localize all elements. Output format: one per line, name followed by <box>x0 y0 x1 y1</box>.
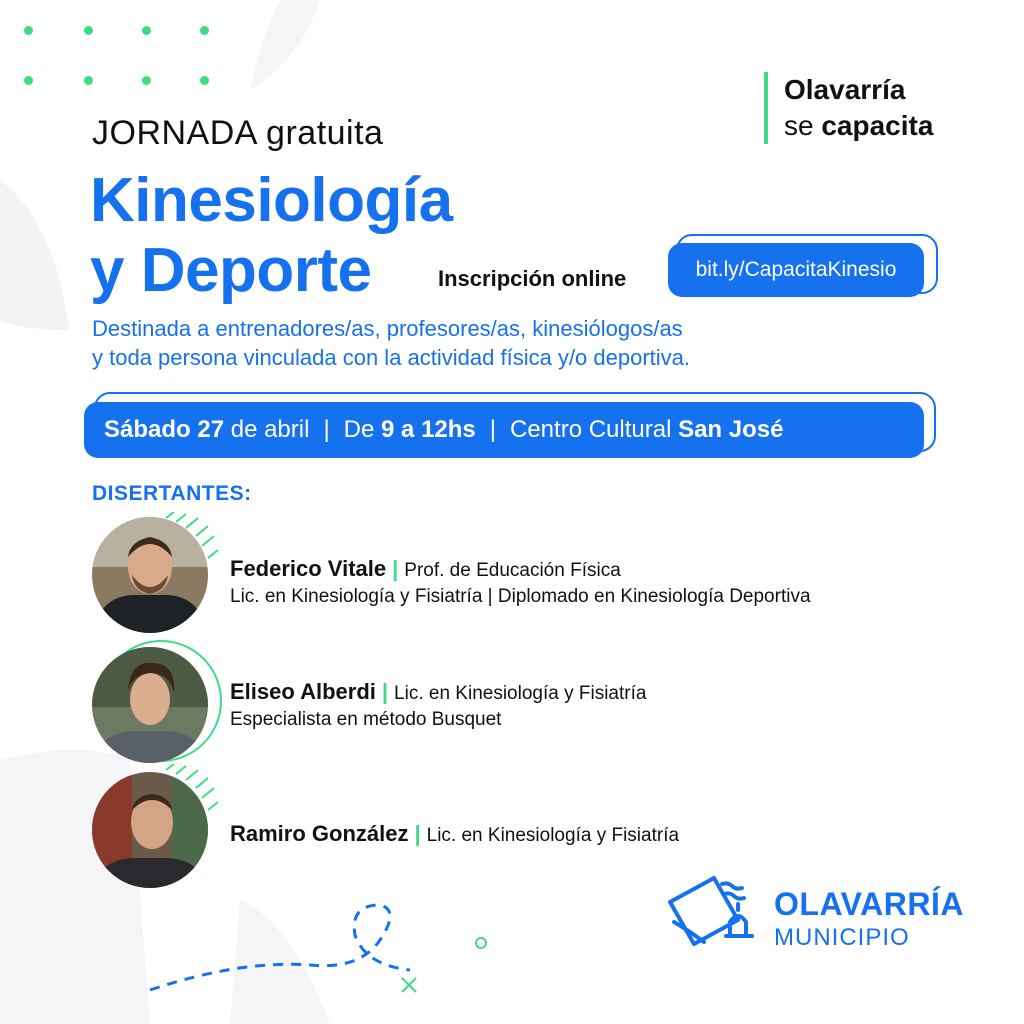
description-line1: Destinada a entrenadores/as, profesores/as, kinesiólogos/as <box>92 316 683 341</box>
event-venue: San José <box>678 416 784 443</box>
speakers-heading: DISERTANTES: <box>92 482 252 505</box>
divider-bar: | <box>414 821 421 846</box>
event-info-banner <box>84 402 924 458</box>
event-time-prefix: De <box>343 416 375 443</box>
speaker-name: Federico Vitale <box>230 556 387 581</box>
speaker-name: Eliseo Alberdi <box>230 679 376 704</box>
event-day: Sábado 27 <box>104 416 225 443</box>
jornada-heading <box>92 114 383 153</box>
title-line1: Kinesiología <box>90 166 453 235</box>
speaker-role: Lic. en Kinesiología y Fisiatría <box>394 683 647 704</box>
logo-title: OLAVARRÍA <box>774 886 964 922</box>
jornada-word: JORNADA <box>92 114 257 152</box>
event-time: 9 a 12hs <box>381 416 476 443</box>
separator: | <box>489 416 496 443</box>
description-line2: y toda persona vinculada con la actividad física y/o deportiva. <box>92 345 691 370</box>
olavarria-municipio-logo-icon <box>664 872 764 956</box>
decorative-dots <box>24 26 224 96</box>
page-title <box>90 166 453 306</box>
avatar-eliseo-alberdi <box>92 647 208 763</box>
speaker-role: Lic. en Kinesiología y Fisiatría <box>426 825 680 846</box>
logo-subtitle: MUNICIPIO <box>774 924 910 951</box>
separator: | <box>323 416 330 443</box>
tagline-capacita: capacita <box>821 110 934 141</box>
speaker-3-title-line <box>230 821 679 847</box>
avatar-ramiro-gonzalez <box>92 772 208 888</box>
speaker-name: Ramiro González <box>230 821 409 846</box>
speaker-role: Prof. de Educación Física <box>404 560 621 581</box>
tagline-line1: Olavarría <box>784 74 906 105</box>
speaker-2-subtitle: Especialista en método Busquet <box>230 709 502 730</box>
tagline <box>764 72 933 144</box>
gratuita-word: gratuita <box>266 114 384 152</box>
divider-bar: | <box>392 556 399 581</box>
tagline-line2 <box>784 108 933 144</box>
speaker-1-subtitle: Lic. en Kinesiología y Fisiatría | Diplomado en Kinesiología Deportiva <box>230 586 811 607</box>
divider-bar: | <box>381 679 389 704</box>
tagline-se: se <box>784 110 814 141</box>
description <box>92 314 690 372</box>
speaker-1-title-line <box>230 556 621 582</box>
registration-link[interactable]: bit.ly/CapacitaKinesio <box>668 243 924 297</box>
event-venue-prefix: Centro Cultural <box>510 416 672 443</box>
speaker-2-title-line <box>230 679 646 705</box>
avatar-federico-vitale <box>92 517 208 633</box>
registration-label: Inscripción online <box>438 266 627 291</box>
title-line2: y Deporte <box>90 236 372 305</box>
event-month: de abril <box>230 416 310 443</box>
